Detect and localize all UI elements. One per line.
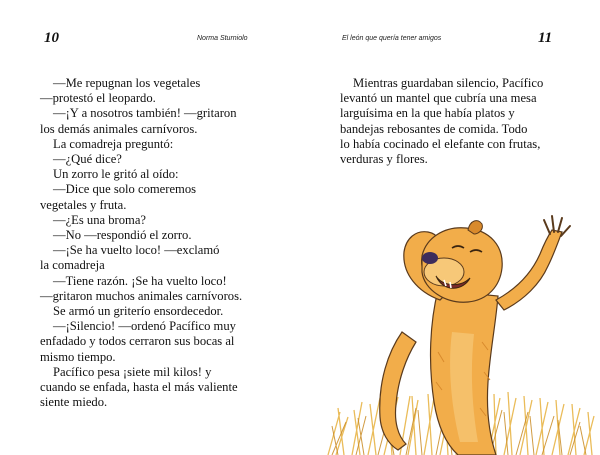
text-line: —¡Silencio! —ordenó Pacífico muy	[53, 319, 236, 334]
text-line: mismo tiempo.	[40, 349, 116, 364]
text-line: —¡Se ha vuelto loco! —exclamó	[53, 243, 220, 258]
text-line: lo había cocinado el elefante con frutas,	[340, 136, 541, 151]
text-line: Mientras guardaban silencio, Pacífico	[353, 76, 544, 90]
text-line: —Dice que solo comeremos	[53, 182, 197, 197]
page-number-right: 11	[538, 30, 553, 46]
text-line: Pacífico pesa ¡siete mil kilos! y	[53, 364, 212, 379]
text-line: Un zorro le gritó al oído:	[53, 167, 179, 182]
text-line: Se armó un griterío ensordecedor.	[53, 304, 224, 319]
left-page-text	[40, 76, 270, 410]
text-line: La comadreja preguntó:	[53, 136, 174, 151]
right-page	[300, 0, 600, 455]
running-head-title: El león que quería tener amigos	[342, 35, 442, 42]
page-number-left: 10	[44, 30, 59, 46]
text-line: —¿Es una broma?	[53, 212, 147, 227]
weasel-illustration	[318, 212, 600, 455]
right-page-text	[340, 76, 565, 167]
text-line: cuando se enfada, hasta el más valiente	[40, 380, 238, 395]
text-line: levantó un mantel que cubría una mesa	[340, 91, 537, 106]
text-line: —Me repugnan los vegetales	[53, 76, 201, 90]
text-line: larguísima en la que había platos y	[340, 106, 515, 121]
text-line: —Tiene razón. ¡Se ha vuelto loco!	[53, 273, 227, 288]
text-line: —protestó el leopardo.	[40, 91, 156, 106]
running-head-author: Norma Sturniolo	[197, 35, 248, 42]
text-line: vegetales y fruta.	[40, 197, 127, 212]
text-line: los demás animales carnívoros.	[40, 121, 198, 136]
text-line: verduras y flores.	[340, 152, 428, 167]
text-line: —No —respondió el zorro.	[53, 228, 192, 243]
text-line: la comadreja	[40, 258, 105, 273]
weasel-nose	[422, 252, 438, 264]
text-line: siente miedo.	[40, 395, 108, 410]
weasel-right-arm	[496, 230, 562, 310]
text-line: —¿Qué dice?	[53, 152, 122, 167]
text-line: bandejas rebosantes de comida. Todo	[340, 121, 528, 136]
text-line: —¡Y a nosotros también! —gritaron	[53, 106, 237, 121]
text-line: —gritaron muchos animales carnívoros.	[40, 288, 243, 303]
text-line: enfadado y todos cerraron sus bocas al	[40, 334, 235, 349]
